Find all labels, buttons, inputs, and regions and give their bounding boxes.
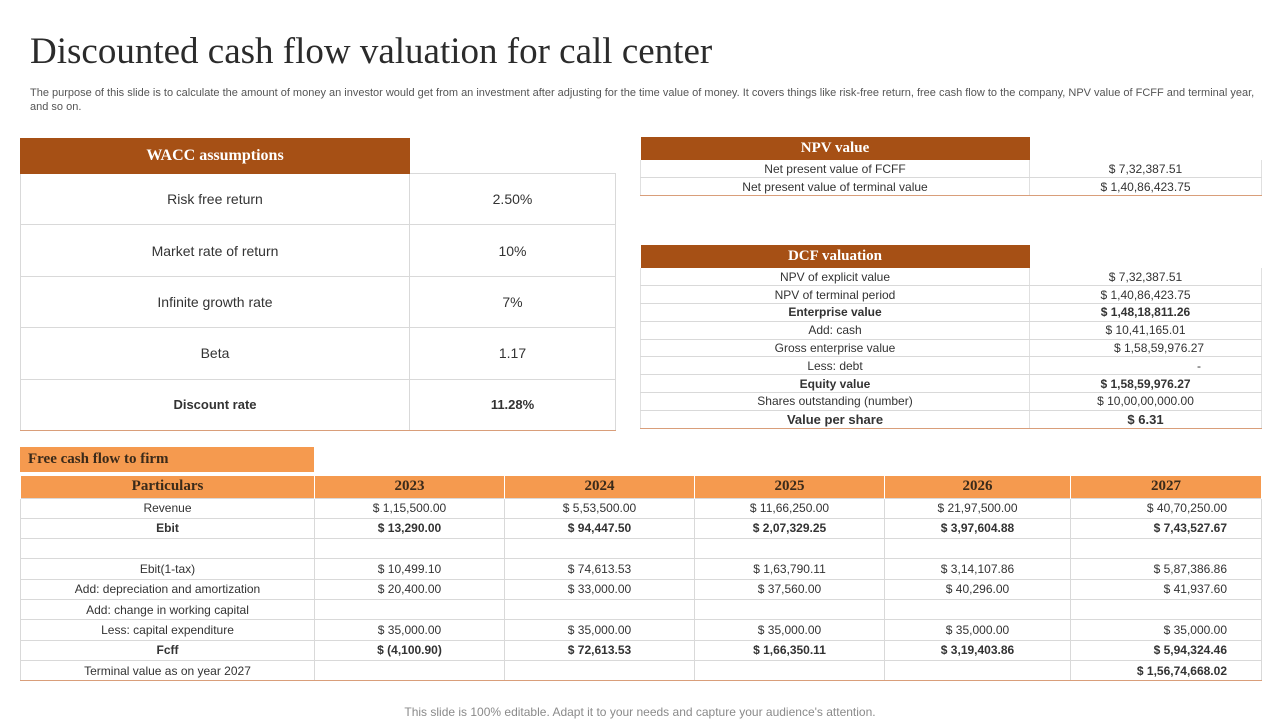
fcff-col-header: Particulars xyxy=(21,476,315,498)
fcff-cell: $ 1,15,500.00 xyxy=(315,498,505,518)
wacc-row-discount-rate xyxy=(21,379,616,430)
fcff-col-header: 2026 xyxy=(885,476,1071,498)
dcf-value: $ 1,58,59,976.27 xyxy=(1030,339,1262,357)
fcff-cell: $ 1,66,350.11 xyxy=(695,640,885,660)
fcff-cell: $ 35,000.00 xyxy=(1071,620,1262,640)
fcff-cell: $ 7,43,527.67 xyxy=(1071,518,1262,538)
wacc-row xyxy=(21,174,616,225)
fcff-cell: $ 5,94,324.46 xyxy=(1071,640,1262,660)
dcf-value: $ 7,32,387.51 xyxy=(1030,268,1262,286)
fcff-row xyxy=(21,620,1262,640)
fcff-col-header: 2023 xyxy=(315,476,505,498)
fcff-col-header: 2027 xyxy=(1071,476,1262,498)
npv-row xyxy=(641,178,1262,196)
fcff-row xyxy=(21,640,1262,660)
fcff-cell xyxy=(315,599,505,619)
fcff-cell: Fcff xyxy=(21,640,315,660)
wacc-label: Risk free return xyxy=(21,174,410,225)
npv-row xyxy=(641,160,1262,178)
fcff-cell: Add: depreciation and amortization xyxy=(21,579,315,599)
fcff-cell: $ 35,000.00 xyxy=(505,620,695,640)
fcff-cell xyxy=(695,660,885,680)
fcff-cell xyxy=(1071,599,1262,619)
fcff-cell: Revenue xyxy=(21,498,315,518)
fcff-cell: $ 35,000.00 xyxy=(885,620,1071,640)
npv-label: Net present value of terminal value xyxy=(641,178,1030,196)
dcf-label: Less: debt xyxy=(641,357,1030,375)
wacc-value: 7% xyxy=(410,276,616,327)
npv-header: NPV value xyxy=(641,137,1030,160)
fcff-cell: Ebit xyxy=(21,518,315,538)
fcff-row xyxy=(21,559,1262,579)
fcff-cell xyxy=(315,660,505,680)
wacc-row xyxy=(21,276,616,327)
fcff-col-header: 2025 xyxy=(695,476,885,498)
fcff-table xyxy=(20,476,1262,681)
fcff-cell xyxy=(885,539,1071,559)
dcf-row xyxy=(641,268,1262,286)
fcff-cell: $ 10,499.10 xyxy=(315,559,505,579)
fcff-cell: $ 5,87,386.86 xyxy=(1071,559,1262,579)
npv-value: $ 1,40,86,423.75 xyxy=(1030,178,1262,196)
fcff-row-terminal-value xyxy=(21,660,1262,680)
wacc-table xyxy=(20,138,616,431)
dcf-value: $ 10,41,165.01 xyxy=(1030,321,1262,339)
fcff-cell: $ 3,19,403.86 xyxy=(885,640,1071,660)
fcff-cell: $ 1,63,790.11 xyxy=(695,559,885,579)
fcff-cell: $ 40,296.00 xyxy=(885,579,1071,599)
fcff-cell: Add: change in working capital xyxy=(21,599,315,619)
wacc-label: Infinite growth rate xyxy=(21,276,410,327)
fcff-cell: $ 3,97,604.88 xyxy=(885,518,1071,538)
dcf-row xyxy=(641,393,1262,411)
fcff-cell xyxy=(505,660,695,680)
fcff-cell: $ 20,400.00 xyxy=(315,579,505,599)
page-subtitle: The purpose of this slide is to calculate the amount of money an investor would get from an investment after adjusting for the time value of money. It covers things like risk-free return, free cash flow to the company, NPV value of FCFF and terminal year, and so on. xyxy=(30,87,1255,113)
fcff-cell: $ 94,447.50 xyxy=(505,518,695,538)
dcf-value: $ 6.31 xyxy=(1030,410,1262,428)
dcf-row-value-per-share xyxy=(641,410,1262,428)
fcff-cell xyxy=(315,539,505,559)
fcff-header-row xyxy=(21,476,1262,498)
npv-label: Net present value of FCFF xyxy=(641,160,1030,178)
dcf-value: $ 10,00,00,000.00 xyxy=(1030,393,1262,411)
dcf-row xyxy=(641,286,1262,304)
wacc-row xyxy=(21,225,616,276)
fcff-row xyxy=(21,498,1262,518)
fcff-cell: $ 21,97,500.00 xyxy=(885,498,1071,518)
dcf-label: NPV of explicit value xyxy=(641,268,1030,286)
dcf-value: $ 1,40,86,423.75 xyxy=(1030,286,1262,304)
wacc-label: Discount rate xyxy=(21,379,410,430)
wacc-value: 2.50% xyxy=(410,174,616,225)
wacc-value: 1.17 xyxy=(410,328,616,379)
fcff-cell: $ 13,290.00 xyxy=(315,518,505,538)
dcf-label: Add: cash xyxy=(641,321,1030,339)
dcf-row-enterprise-value xyxy=(641,304,1262,322)
fcff-cell: Terminal value as on year 2027 xyxy=(21,660,315,680)
dcf-table xyxy=(640,245,1262,429)
fcff-cell: $ 35,000.00 xyxy=(695,620,885,640)
fcff-cell xyxy=(21,539,315,559)
wacc-row xyxy=(21,328,616,379)
dcf-header: DCF valuation xyxy=(641,245,1030,268)
npv-table xyxy=(640,137,1262,196)
fcff-cell xyxy=(505,599,695,619)
dcf-value: $ 1,48,18,811.26 xyxy=(1030,304,1262,322)
dcf-row xyxy=(641,321,1262,339)
dcf-value: - xyxy=(1030,357,1262,375)
fcff-col-header: 2024 xyxy=(505,476,695,498)
fcff-cell: $ 5,53,500.00 xyxy=(505,498,695,518)
fcff-cell: Less: capital expenditure xyxy=(21,620,315,640)
fcff-cell xyxy=(695,599,885,619)
fcff-cell: $ 41,937.60 xyxy=(1071,579,1262,599)
fcff-cell: $ 72,613.53 xyxy=(505,640,695,660)
wacc-header: WACC assumptions xyxy=(21,139,410,174)
fcff-row-blank xyxy=(21,539,1262,559)
fcff-cell xyxy=(695,539,885,559)
fcff-cell xyxy=(1071,539,1262,559)
fcff-cell: $ 1,56,74,668.02 xyxy=(1071,660,1262,680)
dcf-label: Enterprise value xyxy=(641,304,1030,322)
dcf-row-equity-value xyxy=(641,375,1262,393)
wacc-value: 11.28% xyxy=(410,379,616,430)
fcff-label: Free cash flow to firm xyxy=(20,447,314,472)
dcf-row xyxy=(641,357,1262,375)
fcff-cell: $ 33,000.00 xyxy=(505,579,695,599)
fcff-cell: $ 40,70,250.00 xyxy=(1071,498,1262,518)
fcff-cell xyxy=(505,539,695,559)
fcff-cell: $ 37,560.00 xyxy=(695,579,885,599)
dcf-label: Shares outstanding (number) xyxy=(641,393,1030,411)
dcf-value: $ 1,58,59,976.27 xyxy=(1030,375,1262,393)
fcff-cell: $ 2,07,329.25 xyxy=(695,518,885,538)
fcff-cell: Ebit(1-tax) xyxy=(21,559,315,579)
wacc-value: 10% xyxy=(410,225,616,276)
dcf-label: NPV of terminal period xyxy=(641,286,1030,304)
fcff-row xyxy=(21,579,1262,599)
fcff-cell: $ 11,66,250.00 xyxy=(695,498,885,518)
fcff-cell: $ 35,000.00 xyxy=(315,620,505,640)
dcf-row xyxy=(641,339,1262,357)
dcf-label: Equity value xyxy=(641,375,1030,393)
wacc-label: Market rate of return xyxy=(21,225,410,276)
footer-note: This slide is 100% editable. Adapt it to your needs and capture your audience's attention. xyxy=(404,705,876,719)
fcff-cell: $ 3,14,107.86 xyxy=(885,559,1071,579)
npv-value: $ 7,32,387.51 xyxy=(1030,160,1262,178)
fcff-cell: $ 74,613.53 xyxy=(505,559,695,579)
dcf-label: Value per share xyxy=(641,410,1030,428)
dcf-label: Gross enterprise value xyxy=(641,339,1030,357)
fcff-cell: $ (4,100.90) xyxy=(315,640,505,660)
fcff-row xyxy=(21,518,1262,538)
fcff-row xyxy=(21,599,1262,619)
wacc-label: Beta xyxy=(21,328,410,379)
page-title: Discounted cash flow valuation for call center xyxy=(30,31,713,72)
fcff-cell xyxy=(885,599,1071,619)
fcff-cell xyxy=(885,660,1071,680)
